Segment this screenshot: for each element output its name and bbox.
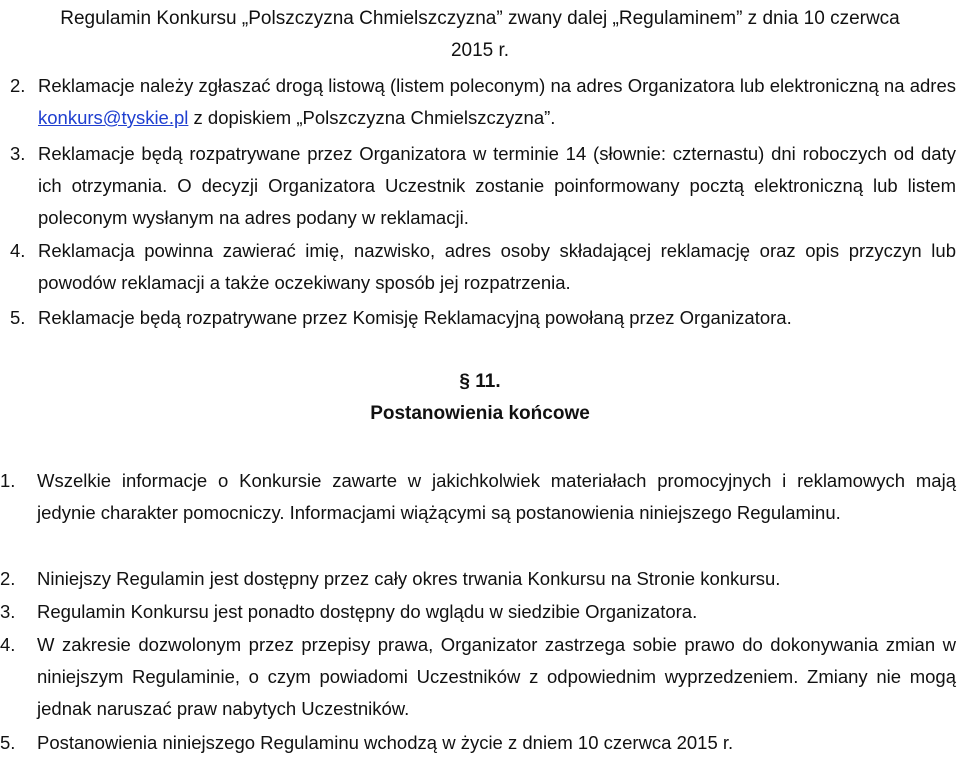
header-line-1: Regulamin Konkursu „Polszczyzna Chmielszczyzna” zwany dalej „Regulaminem” z dnia 10 czerwca [60, 8, 900, 29]
final-item-5 [0, 727, 956, 759]
header-line-2: 2015 r. [450, 40, 510, 61]
item-text: Reklamacje będą rozpatrywane przez Komisję Reklamacyjną powołaną przez Organizatora. [38, 307, 792, 328]
final-item-3 [0, 596, 956, 628]
complaint-item-4 [10, 235, 956, 299]
final-item-1 [0, 465, 956, 529]
complaint-item-2 [10, 70, 956, 134]
item-text: Postanowienia niniejszego Regulaminu wchodzą w życie z dniem 10 czerwca 2015 r. [37, 732, 734, 753]
item-number: 4. [0, 634, 16, 655]
item-text-after-link: z dopiskiem „Polszczyzna Chmielszczyzna”. [188, 107, 556, 128]
item-number: 2. [0, 568, 16, 589]
final-item-2 [0, 563, 956, 595]
section-heading-number: § 11. [459, 371, 501, 392]
item-text: Wszelkie informacje o Konkursie zawarte w jakichkolwiek materiałach promocyjnych i reklamowych mają jedynie charakter pomocniczy. Informacjami wiążącymi są postanowienia niniejszego Regulaminu. [37, 470, 956, 523]
item-text: Reklamacje będą rozpatrywane przez Organizatora w terminie 14 (słownie: czternastu) dni roboczych od daty ich otrzymania. O decyzji Organizatora Uczestnik zostanie poinformowany pocztą elektroniczną lub listem poleconym wysłanym na adres podany w reklamacji. [38, 143, 956, 228]
complaint-item-5 [10, 302, 956, 334]
item-number: 2. [10, 75, 26, 96]
complaint-item-3 [10, 138, 956, 234]
item-text-before-link: Reklamacje należy zgłaszać drogą listową (listem poleconym) na adres Organizatora lub elektroniczną na adres [38, 75, 956, 96]
item-number: 4. [10, 240, 26, 261]
item-text: Niniejszy Regulamin jest dostępny przez cały okres trwania Konkursu na Stronie konkursu. [37, 568, 781, 589]
item-text: Reklamacja powinna zawierać imię, nazwisko, adres osoby składającej reklamację oraz opis przyczyn lub powodów reklamacji a także oczekiwany sposób jej rozpatrzenia. [38, 240, 956, 293]
item-number: 5. [10, 307, 26, 328]
section-heading-title: Postanowienia końcowe [370, 403, 590, 424]
item-text: W zakresie dozwolonym przez przepisy prawa, Organizator zastrzega sobie prawo do dokonywania zmian w niniejszym Regulaminie, o czym powiadomi Uczestników z odpowiednim wyprzedzeniem. Zmiany nie mogą jednak naruszać praw nabytych Uczestników. [37, 634, 956, 719]
item-number: 1. [0, 470, 16, 491]
item-number: 3. [0, 601, 16, 622]
document-header [0, 3, 960, 67]
item-number: 3. [10, 143, 26, 164]
item-number: 5. [0, 732, 16, 753]
item-text [38, 70, 956, 134]
email-link[interactable]: konkurs@tyskie.pl [38, 107, 189, 128]
final-item-4 [0, 629, 956, 725]
item-text: Regulamin Konkursu jest ponadto dostępny do wglądu w siedzibie Organizatora. [37, 601, 698, 622]
